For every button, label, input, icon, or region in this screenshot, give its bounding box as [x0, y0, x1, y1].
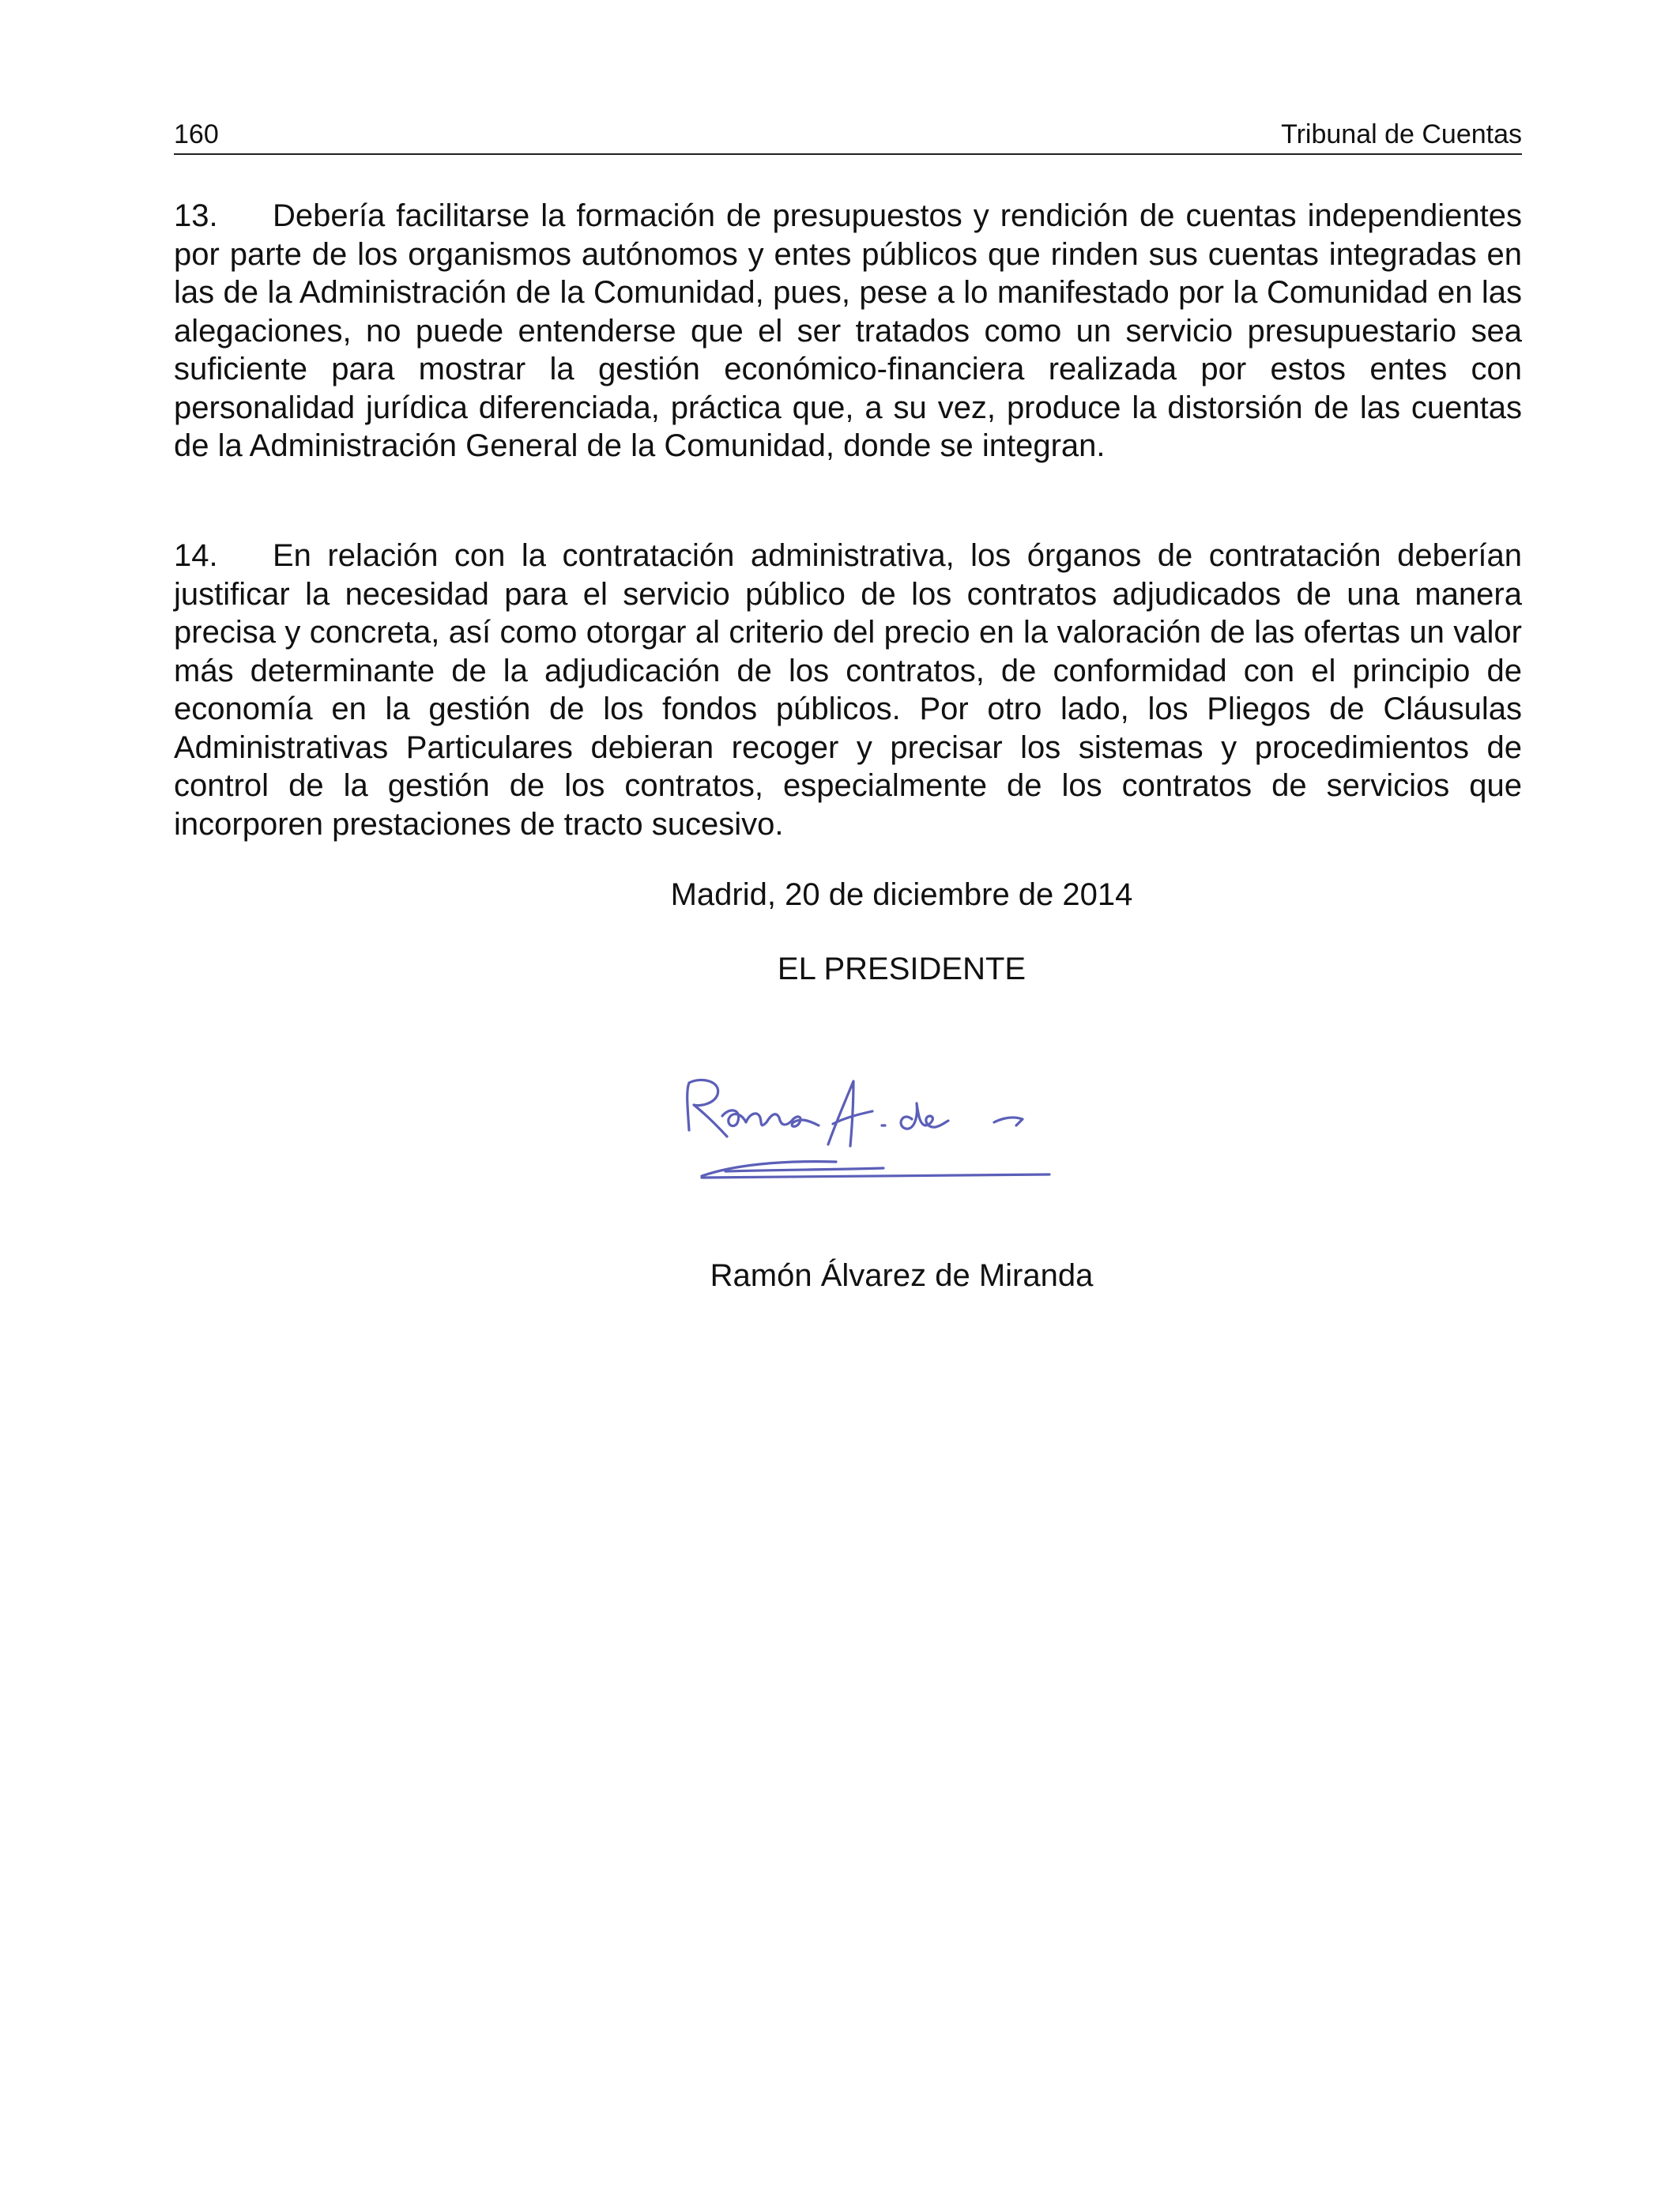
handwritten-signature [678, 1059, 1057, 1201]
paragraph-number: 14. [174, 538, 218, 573]
paragraph-14 [174, 537, 1522, 843]
paragraph-text: En relación con la contratación administrativa, los órganos de contratación deberían justificar la necesidad para el servicio público de los contratos adjudicados de una manera precisa y concreta, así como otorgar al criterio del precio en la valoración de las ofertas un valor más determinante de la adjudicación de los contratos, de conformidad con el principio de economía en la gestión de los fondos públicos. Por otro lado, los Pliegos de Cláusulas Administrativas Particulares debieran recoger y precisar los sistemas y procedimientos de control de la gestión de los contratos, especialmente de los contratos de servicios que incorporen prestaciones de tracto sucesivo. [174, 538, 1522, 842]
signer-role: EL PRESIDENTE [777, 952, 1026, 986]
page-number: 160 [174, 119, 219, 149]
paragraph-number: 13. [174, 198, 218, 233]
place-date: Madrid, 20 de diciembre de 2014 [670, 877, 1133, 912]
header-title: Tribunal de Cuentas [1281, 119, 1522, 149]
signer-name: Ramón Álvarez de Miranda [710, 1258, 1094, 1293]
paragraph-text: Debería facilitarse la formación de presupuestos y rendición de cuentas independientes por parte de los organismos autónomos y entes públicos que rinden sus cuentas integradas en las de la Administración de la Comunidad, pues, pese a lo manifestado por la Comunidad en las alegaciones, no puede entenderse que el ser tratados como un servicio presupuestario sea suficiente para mostrar la gestión económico-financiera realizada por estos entes con personalidad jurídica diferenciada, práctica que, a su vez, produce la distorsión de las cuentas de la Administración General de la Comunidad, donde se integran. [174, 198, 1522, 463]
page-header [174, 117, 1522, 155]
paragraph-13 [174, 197, 1522, 466]
